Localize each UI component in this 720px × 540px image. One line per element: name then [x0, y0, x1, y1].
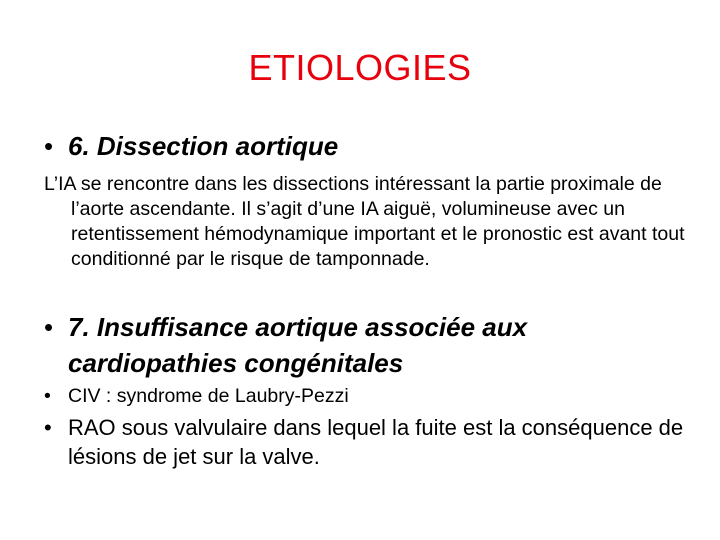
heading-text: 7. Insuffisance aortique associée aux cardiopathies congénitales	[68, 312, 528, 378]
slide-title: ETIOLOGIES	[248, 47, 472, 88]
heading-dissection-aortique	[44, 129, 684, 163]
list-item-text: RAO sous valvulaire dans lequel la fuite est la conséquence de lésions de jet sur la valve.	[68, 415, 684, 469]
heading-insuffisance-aortique	[44, 309, 664, 381]
dissection-paragraph: L’IA se rencontre dans les dissections intéressant la partie proximale de l’aorte ascendante. Il s’agit d’une IA aiguë, volumineuse avec un retentissement hémodynamique important et le pronostic est avant tout conditionné par le risque de tamponnade.	[44, 173, 685, 270]
bullet-dot: •	[44, 312, 54, 342]
bullet-dot: •	[44, 415, 52, 440]
bullet-dot: •	[44, 131, 54, 161]
list-item	[44, 383, 684, 409]
list-item-text: CIV : syndrome de Laubry-Pezzi	[68, 385, 349, 407]
list-item	[44, 413, 684, 471]
heading-text: 6. Dissection aortique	[68, 131, 339, 161]
bullet-dot: •	[44, 385, 51, 407]
